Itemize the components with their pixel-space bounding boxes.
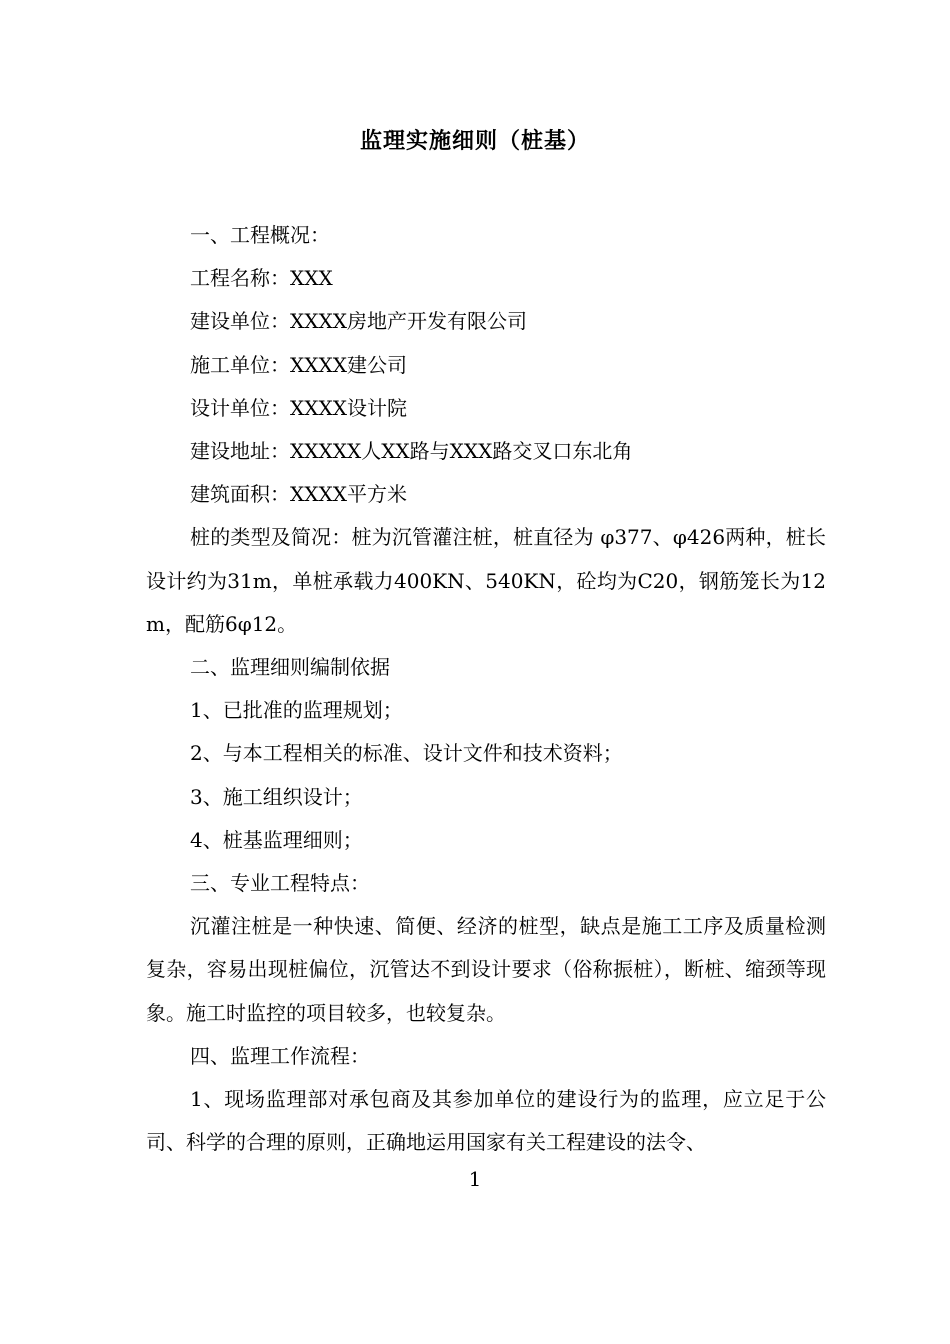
contractor-unit: 施工单位：XXXX建公司 xyxy=(190,352,407,377)
document-title: 监理实施细则（桩基） xyxy=(359,128,590,154)
workflow-item: 1、现场监理部对承包商及其参加单位的建设行为的监理，应立足于公司、科学的合理的原则，正确地运用国家有关工程建设的法令、 xyxy=(146,1087,826,1155)
section-heading: 一、工程概况： xyxy=(190,223,330,247)
section-heading: 二、监理细则编制依据 xyxy=(190,655,390,680)
basis-item: 4、桩基监理细则； xyxy=(190,827,363,852)
basis-item: 1、已批准的监理规划； xyxy=(190,698,403,723)
document-body xyxy=(146,214,826,1164)
construction-unit: 建设单位：XXXX房地产开发有限公司 xyxy=(190,309,527,334)
basis-item: 3、施工组织设计； xyxy=(190,784,363,809)
page-number: 1 xyxy=(468,1167,482,1191)
section-heading: 四、监理工作流程： xyxy=(190,1043,370,1068)
construction-address: 建设地址：XXXXX人XX路与XXX路交叉口东北角 xyxy=(190,439,633,464)
basis-item: 2、与本工程相关的标准、设计文件和技术资料； xyxy=(190,741,623,766)
building-area: 建筑面积：XXXX平方米 xyxy=(190,482,407,507)
engineering-features: 沉灌注桩是一种快速、简便、经济的桩型，缺点是施工工序及质量检测复杂，容易出现桩偏位，沉管达不到设计要求（俗称振桩），断桩、缩颈等现象。施工时监控的项目较多，也较复杂。 xyxy=(146,914,826,1025)
design-unit: 设计单位：XXXX设计院 xyxy=(190,395,407,420)
project-name: 工程名称：XXX xyxy=(190,266,333,291)
section-heading: 三、专业工程特点： xyxy=(190,871,370,896)
pile-description: 桩的类型及简况：桩为沉管灌注桩，桩直径为 φ377、φ426两种，桩长设计约为31m，单桩承载力400KN、540KN，砼均为C20，钢筋笼长为12m，配筋6φ12。 xyxy=(146,525,826,636)
